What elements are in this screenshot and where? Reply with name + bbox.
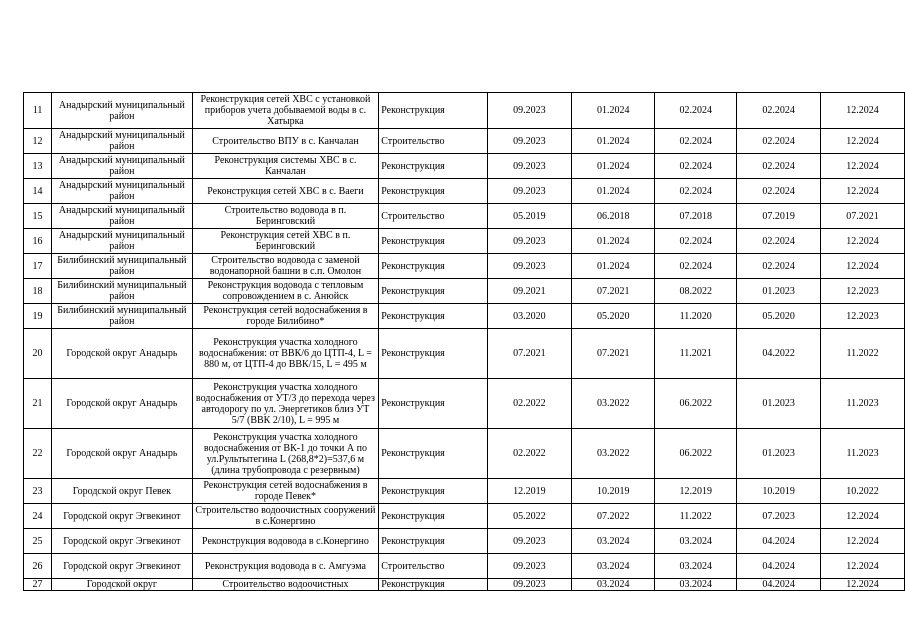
district-cell: Билибинский муниципальный район xyxy=(52,304,193,329)
work-type-cell: Реконструкция xyxy=(379,254,487,279)
date-cell-1: 12.2019 xyxy=(487,479,572,504)
date-cell-1: 09.2023 xyxy=(487,529,572,554)
date-cell-3: 06.2022 xyxy=(655,429,737,479)
date-cell-5: 12.2023 xyxy=(821,279,905,304)
date-cell-1: 03.2020 xyxy=(487,304,572,329)
date-cell-4: 01.2023 xyxy=(737,279,821,304)
date-cell-3: 02.2024 xyxy=(655,229,737,254)
work-description-cell: Реконструкция водовода в с. Амгуэма xyxy=(192,554,379,579)
date-cell-1: 05.2022 xyxy=(487,504,572,529)
date-cell-3: 11.2022 xyxy=(655,504,737,529)
date-cell-1: 09.2023 xyxy=(487,93,572,129)
table-body xyxy=(24,93,905,591)
date-cell-1: 09.2023 xyxy=(487,229,572,254)
date-cell-1: 09.2023 xyxy=(487,579,572,591)
work-type-cell: Реконструкция xyxy=(379,579,487,591)
date-cell-1: 09.2023 xyxy=(487,254,572,279)
work-type-cell: Реконструкция xyxy=(379,479,487,504)
date-cell-5: 11.2023 xyxy=(821,429,905,479)
work-type-cell: Реконструкция xyxy=(379,229,487,254)
date-cell-5: 10.2022 xyxy=(821,479,905,504)
work-description-cell: Строительство водовода в п. Беринговский xyxy=(192,204,379,229)
date-cell-2: 07.2021 xyxy=(572,279,655,304)
date-cell-5: 11.2023 xyxy=(821,379,905,429)
date-cell-5: 12.2024 xyxy=(821,254,905,279)
district-cell: Городской округ Анадырь xyxy=(52,379,193,429)
row-number: 18 xyxy=(24,279,52,304)
work-type-cell: Реконструкция xyxy=(379,279,487,304)
date-cell-2: 01.2024 xyxy=(572,129,655,154)
date-cell-3: 11.2020 xyxy=(655,304,737,329)
date-cell-4: 02.2024 xyxy=(737,154,821,179)
date-cell-3: 02.2024 xyxy=(655,93,737,129)
row-number: 27 xyxy=(24,579,52,591)
date-cell-2: 01.2024 xyxy=(572,254,655,279)
date-cell-3: 07.2018 xyxy=(655,204,737,229)
date-cell-4: 01.2023 xyxy=(737,429,821,479)
date-cell-3: 03.2024 xyxy=(655,529,737,554)
work-type-cell: Реконструкция xyxy=(379,179,487,204)
district-cell: Анадырский муниципальный район xyxy=(52,129,193,154)
table-row xyxy=(24,429,905,479)
date-cell-4: 07.2019 xyxy=(737,204,821,229)
date-cell-3: 11.2021 xyxy=(655,329,737,379)
row-number: 21 xyxy=(24,379,52,429)
work-description-cell: Реконструкция сетей ХВС с установкой приборов учета добываемой воды в с. Хатырка xyxy=(192,93,379,129)
date-cell-4: 04.2024 xyxy=(737,579,821,591)
date-cell-3: 02.2024 xyxy=(655,254,737,279)
date-cell-4: 07.2023 xyxy=(737,504,821,529)
date-cell-2: 05.2020 xyxy=(572,304,655,329)
date-cell-1: 07.2021 xyxy=(487,329,572,379)
date-cell-2: 07.2022 xyxy=(572,504,655,529)
date-cell-4: 02.2024 xyxy=(737,93,821,129)
table-row xyxy=(24,129,905,154)
date-cell-3: 06.2022 xyxy=(655,379,737,429)
work-description-cell: Реконструкция водовода с тепловым сопровождением в с. Анюйск xyxy=(192,279,379,304)
work-description-cell: Реконструкция участка холодного водоснабжения от ВК-1 до точки А по ул.Рультытегина L (268,8*2)=537,6 м (длина трубопровода с резервным) xyxy=(192,429,379,479)
work-description-cell: Реконструкция участка холодного водоснабжения: от ВВК/6 до ЦТП-4, L = 880 м, от ЦТП-4 до ВВК/15, L = 495 м xyxy=(192,329,379,379)
district-cell: Городской округ Эгвекинот xyxy=(52,554,193,579)
row-number: 20 xyxy=(24,329,52,379)
date-cell-2: 01.2024 xyxy=(572,154,655,179)
date-cell-3: 02.2024 xyxy=(655,179,737,204)
row-number: 11 xyxy=(24,93,52,129)
table-row xyxy=(24,254,905,279)
date-cell-3: 02.2024 xyxy=(655,154,737,179)
work-description-cell: Строительство водоочистных сооружений в с.Конергино xyxy=(192,504,379,529)
work-type-cell: Реконструкция xyxy=(379,154,487,179)
district-cell: Городской округ Эгвекинот xyxy=(52,529,193,554)
work-type-cell: Строительство xyxy=(379,554,487,579)
date-cell-2: 06.2018 xyxy=(572,204,655,229)
table-row xyxy=(24,204,905,229)
date-cell-4: 01.2023 xyxy=(737,379,821,429)
work-type-cell: Реконструкция xyxy=(379,504,487,529)
table-row xyxy=(24,379,905,429)
work-type-cell: Строительство xyxy=(379,129,487,154)
date-cell-1: 02.2022 xyxy=(487,379,572,429)
row-number: 26 xyxy=(24,554,52,579)
table-row xyxy=(24,279,905,304)
row-number: 25 xyxy=(24,529,52,554)
district-cell: Анадырский муниципальный район xyxy=(52,204,193,229)
district-cell: Городской округ Певек xyxy=(52,479,193,504)
table-row xyxy=(24,93,905,129)
district-cell: Билибинский муниципальный район xyxy=(52,279,193,304)
date-cell-3: 12.2019 xyxy=(655,479,737,504)
table-row xyxy=(24,529,905,554)
date-cell-2: 01.2024 xyxy=(572,179,655,204)
table-row xyxy=(24,504,905,529)
date-cell-5: 12.2024 xyxy=(821,554,905,579)
row-number: 16 xyxy=(24,229,52,254)
date-cell-2: 07.2021 xyxy=(572,329,655,379)
work-type-cell: Строительство xyxy=(379,204,487,229)
row-number: 12 xyxy=(24,129,52,154)
work-description-cell: Строительство водоочистных xyxy=(192,579,379,591)
date-cell-4: 05.2020 xyxy=(737,304,821,329)
work-description-cell: Реконструкция сетей водоснабжения в городе Билибино* xyxy=(192,304,379,329)
date-cell-3: 08.2022 xyxy=(655,279,737,304)
date-cell-2: 03.2024 xyxy=(572,529,655,554)
work-description-cell: Реконструкция сетей водоснабжения в городе Певек* xyxy=(192,479,379,504)
date-cell-1: 09.2023 xyxy=(487,554,572,579)
date-cell-1: 09.2023 xyxy=(487,129,572,154)
date-cell-5: 12.2023 xyxy=(821,304,905,329)
date-cell-5: 12.2024 xyxy=(821,129,905,154)
date-cell-5: 12.2024 xyxy=(821,579,905,591)
date-cell-2: 03.2022 xyxy=(572,379,655,429)
schedule-table xyxy=(23,92,905,591)
date-cell-5: 12.2024 xyxy=(821,504,905,529)
work-description-cell: Реконструкция сетей ХВС в с. Ваеги xyxy=(192,179,379,204)
date-cell-3: 03.2024 xyxy=(655,579,737,591)
district-cell: Анадырский муниципальный район xyxy=(52,229,193,254)
date-cell-5: 12.2024 xyxy=(821,154,905,179)
date-cell-5: 12.2024 xyxy=(821,179,905,204)
date-cell-2: 01.2024 xyxy=(572,93,655,129)
table-row xyxy=(24,329,905,379)
date-cell-5: 12.2024 xyxy=(821,529,905,554)
table-row xyxy=(24,579,905,591)
date-cell-4: 02.2024 xyxy=(737,229,821,254)
district-cell: Городской округ Анадырь xyxy=(52,429,193,479)
date-cell-2: 01.2024 xyxy=(572,229,655,254)
work-type-cell: Реконструкция xyxy=(379,529,487,554)
date-cell-4: 02.2024 xyxy=(737,254,821,279)
district-cell: Анадырский муниципальный район xyxy=(52,179,193,204)
district-cell: Анадырский муниципальный район xyxy=(52,93,193,129)
date-cell-4: 04.2024 xyxy=(737,529,821,554)
row-number: 23 xyxy=(24,479,52,504)
work-description-cell: Реконструкция сетей ХВС в п. Беринговский xyxy=(192,229,379,254)
date-cell-1: 05.2019 xyxy=(487,204,572,229)
date-cell-3: 03.2024 xyxy=(655,554,737,579)
date-cell-4: 04.2022 xyxy=(737,329,821,379)
work-type-cell: Реконструкция xyxy=(379,93,487,129)
date-cell-4: 04.2024 xyxy=(737,554,821,579)
work-description-cell: Реконструкция системы ХВС в с. Канчалан xyxy=(192,154,379,179)
date-cell-2: 03.2024 xyxy=(572,579,655,591)
work-type-cell: Реконструкция xyxy=(379,304,487,329)
work-description-cell: Строительство водовода с заменой водонапорной башни в с.п. Омолон xyxy=(192,254,379,279)
work-description-cell: Строительство ВПУ в с. Канчалан xyxy=(192,129,379,154)
date-cell-2: 03.2022 xyxy=(572,429,655,479)
work-description-cell: Реконструкция водовода в с.Конергино xyxy=(192,529,379,554)
table-row xyxy=(24,304,905,329)
row-number: 19 xyxy=(24,304,52,329)
table-row xyxy=(24,229,905,254)
table-row xyxy=(24,479,905,504)
date-cell-4: 02.2024 xyxy=(737,129,821,154)
district-cell: Анадырский муниципальный район xyxy=(52,154,193,179)
district-cell: Городской округ xyxy=(52,579,193,591)
table-row xyxy=(24,154,905,179)
table-row xyxy=(24,179,905,204)
row-number: 22 xyxy=(24,429,52,479)
date-cell-1: 09.2021 xyxy=(487,279,572,304)
date-cell-4: 10.2019 xyxy=(737,479,821,504)
row-number: 17 xyxy=(24,254,52,279)
date-cell-1: 09.2023 xyxy=(487,179,572,204)
district-cell: Городской округ Анадырь xyxy=(52,329,193,379)
date-cell-1: 02.2022 xyxy=(487,429,572,479)
table-row xyxy=(24,554,905,579)
work-type-cell: Реконструкция xyxy=(379,429,487,479)
date-cell-2: 03.2024 xyxy=(572,554,655,579)
row-number: 13 xyxy=(24,154,52,179)
date-cell-5: 07.2021 xyxy=(821,204,905,229)
date-cell-5: 11.2022 xyxy=(821,329,905,379)
date-cell-3: 02.2024 xyxy=(655,129,737,154)
work-type-cell: Реконструкция xyxy=(379,329,487,379)
work-description-cell: Реконструкция участка холодного водоснабжения от УТ/3 до перехода через автодорогу по ул. Энергетиков близ УТ 5/7 (ВВК 2/10), L = 995 м xyxy=(192,379,379,429)
district-cell: Билибинский муниципальный район xyxy=(52,254,193,279)
date-cell-5: 12.2024 xyxy=(821,93,905,129)
row-number: 14 xyxy=(24,179,52,204)
date-cell-2: 10.2019 xyxy=(572,479,655,504)
district-cell: Городской округ Эгвекинот xyxy=(52,504,193,529)
row-number: 15 xyxy=(24,204,52,229)
row-number: 24 xyxy=(24,504,52,529)
date-cell-4: 02.2024 xyxy=(737,179,821,204)
date-cell-5: 12.2024 xyxy=(821,229,905,254)
date-cell-1: 09.2023 xyxy=(487,154,572,179)
work-type-cell: Реконструкция xyxy=(379,379,487,429)
